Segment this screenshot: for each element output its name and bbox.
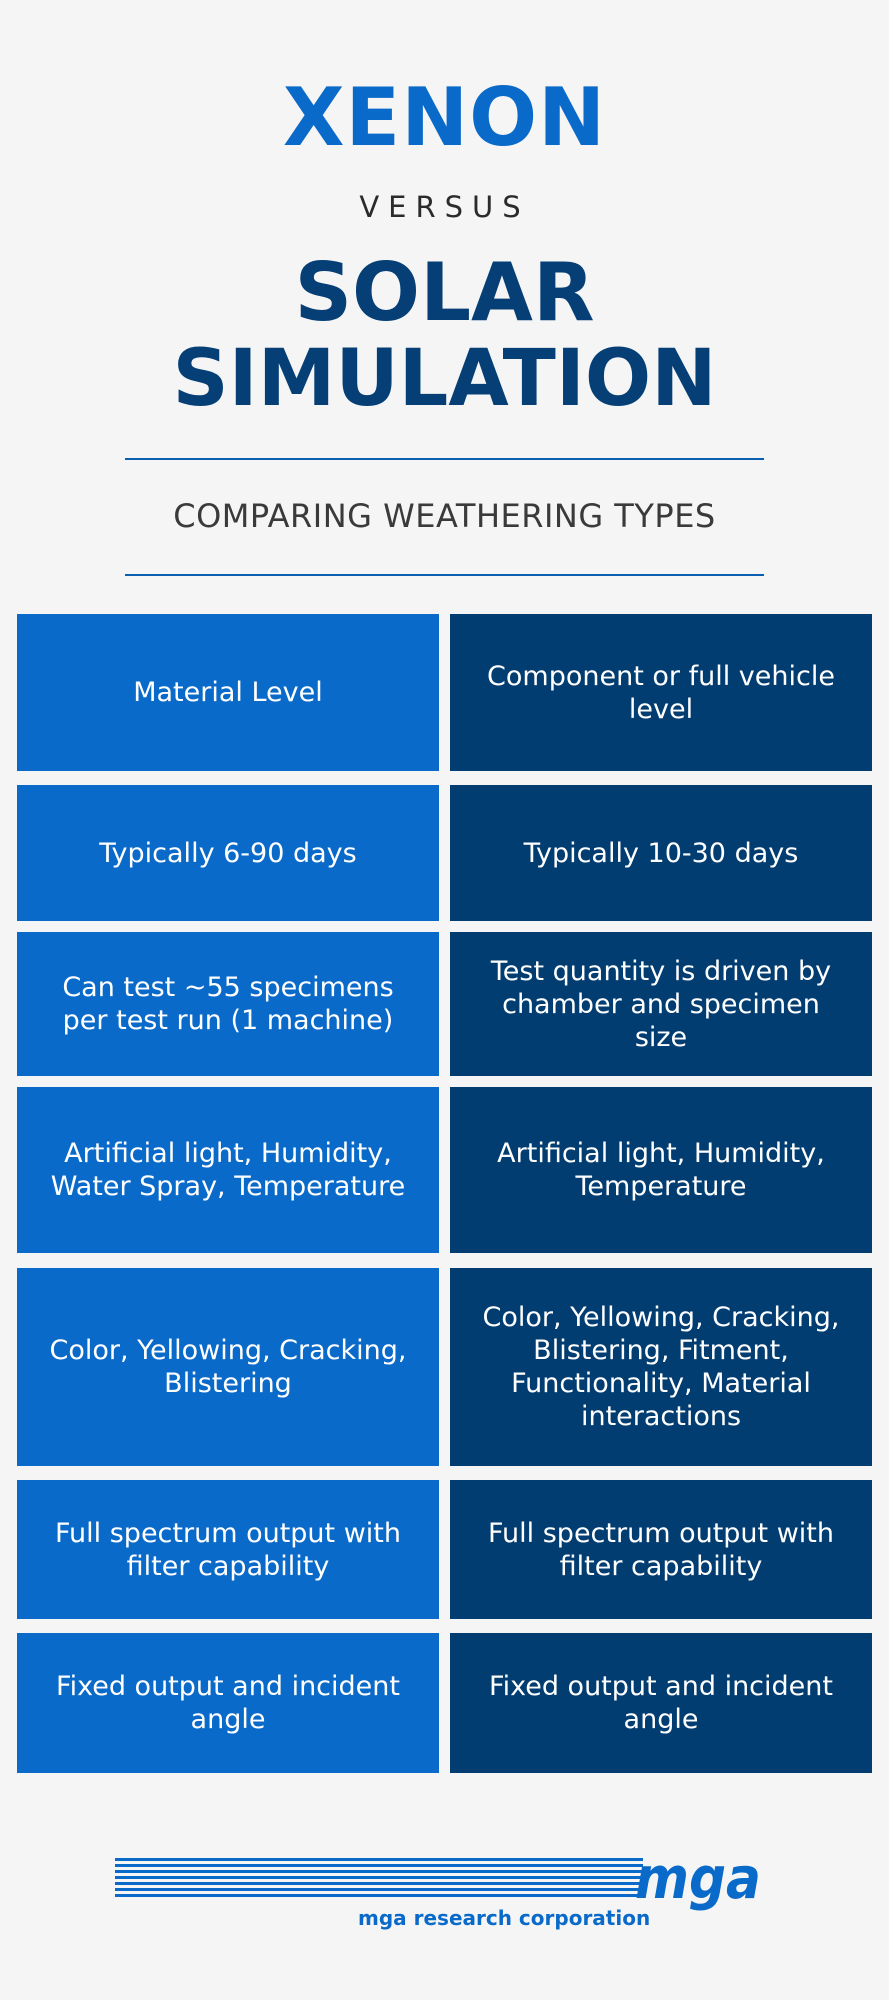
xenon-cell-spectrum: Full spectrum output with filter capability bbox=[17, 1480, 439, 1619]
divider-top bbox=[125, 458, 764, 460]
subtitle: COMPARING WEATHERING TYPES bbox=[173, 497, 716, 535]
title-solar-line2: SIMULATION bbox=[172, 334, 717, 424]
solar-cell-level: Component or full vehicle level bbox=[450, 614, 872, 771]
solar-cell-spectrum: Full spectrum output with filter capability bbox=[450, 1480, 872, 1619]
divider-bottom bbox=[125, 574, 764, 576]
xenon-cell-quantity: Can test ~55 specimens per test run (1 machine) bbox=[17, 932, 439, 1076]
mga-logo-caption: mga research corporation bbox=[358, 1906, 651, 1930]
title-xenon: XENON bbox=[282, 71, 607, 164]
xenon-cell-conditions: Artificial light, Humidity, Water Spray, Temperature bbox=[17, 1087, 439, 1253]
title-solar-simulation bbox=[0, 246, 889, 424]
solar-cell-conditions: Artificial light, Humidity, Temperature bbox=[450, 1087, 872, 1253]
xenon-cell-duration: Typically 6-90 days bbox=[17, 785, 439, 921]
solar-cell-output: Fixed output and incident angle bbox=[450, 1633, 872, 1773]
title-solar-line1: SOLAR bbox=[294, 246, 595, 339]
xenon-cell-level: Material Level bbox=[17, 614, 439, 771]
solar-cell-evaluation: Color, Yellowing, Cracking, Blistering, Fitment, Functionality, Material interactions bbox=[450, 1268, 872, 1466]
xenon-cell-evaluation: Color, Yellowing, Cracking, Blistering bbox=[17, 1268, 439, 1466]
versus-label: VERSUS bbox=[359, 190, 530, 224]
solar-cell-quantity: Test quantity is driven by chamber and specimen size bbox=[450, 932, 872, 1076]
xenon-cell-output: Fixed output and incident angle bbox=[17, 1633, 439, 1773]
mga-wordmark: mga bbox=[635, 1850, 761, 1912]
solar-cell-duration: Typically 10-30 days bbox=[450, 785, 872, 921]
